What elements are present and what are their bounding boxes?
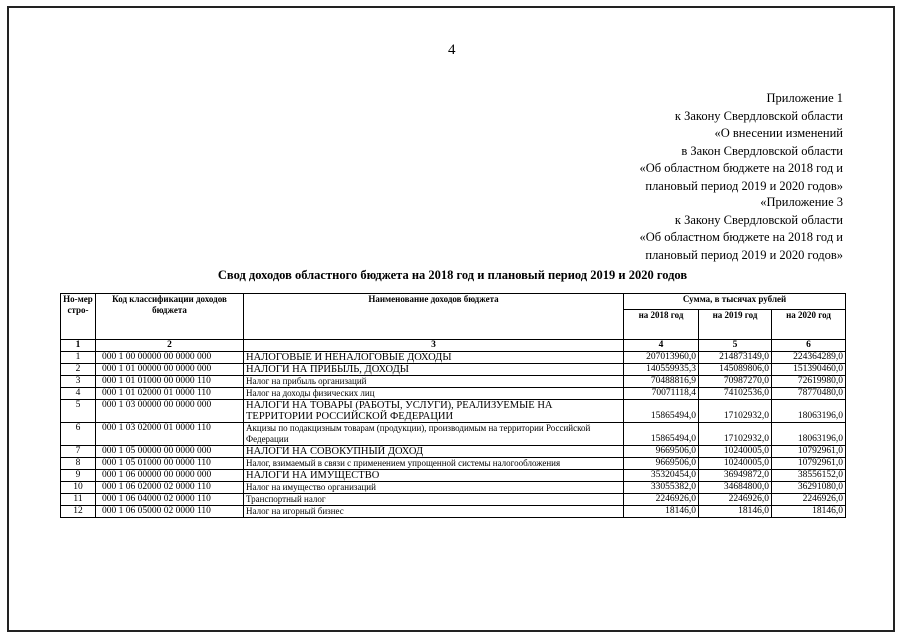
table-row (61, 376, 846, 388)
appendix-line: плановый период 2019 и 2020 годов» (645, 247, 843, 262)
header-2019: на 2019 год (699, 310, 772, 340)
amount-2018: 70488816,9 (624, 376, 699, 388)
amount-2020: 72619980,0 (772, 376, 846, 388)
appendix-1-block (639, 90, 843, 196)
row-number: 3 (61, 376, 96, 388)
table-row (61, 470, 846, 482)
column-number: 1 (61, 340, 96, 352)
page-number: 4 (448, 42, 456, 58)
amount-2020: 151390460,0 (772, 364, 846, 376)
appendix-line: «О внесении изменений (714, 126, 843, 141)
appendix-line: плановый период 2019 и 2020 годов» (645, 178, 843, 193)
amount-2018: 9669506,0 (624, 458, 699, 470)
classification-code: 000 1 00 00000 00 0000 000 (96, 352, 244, 364)
appendix-line: «Приложение 3 (760, 195, 843, 209)
classification-code: 000 1 05 01000 00 0000 110 (96, 458, 244, 470)
revenue-name: Транспортный налог (244, 494, 624, 506)
amount-2020: 38556152,0 (772, 470, 846, 482)
header-2020: на 2020 год (772, 310, 846, 340)
column-number: 5 (699, 340, 772, 352)
table-row (61, 400, 846, 423)
revenue-name: Налог на прибыль организаций (244, 376, 624, 388)
revenue-name: Налог на доходы физических лиц (244, 388, 624, 400)
classification-code: 000 1 01 00000 00 0000 000 (96, 364, 244, 376)
amount-2020: 2246926,0 (772, 494, 846, 506)
appendix-line: Приложение 1 (766, 91, 843, 105)
classification-code: 000 1 03 02000 01 0000 110 (96, 423, 244, 446)
table-title: Свод доходов областного бюджета на 2018 год и плановый период 2019 и 2020 годов (217, 268, 688, 282)
table-row (61, 506, 846, 518)
amount-2020: 224364289,0 (772, 352, 846, 364)
row-number: 5 (61, 400, 96, 423)
table-row (61, 364, 846, 376)
header-name: Наименование доходов бюджета (244, 294, 624, 340)
header-code: Код классификации доходов бюджета (96, 294, 244, 340)
revenue-name: НАЛОГИ НА ИМУЩЕСТВО (244, 470, 624, 482)
budget-revenue-table (60, 293, 846, 518)
amount-2019: 36949872,0 (699, 470, 772, 482)
amount-2018: 207013960,0 (624, 352, 699, 364)
revenue-name: Налог на игорный бизнес (244, 506, 624, 518)
revenue-name: НАЛОГИ НА СОВОКУПНЫЙ ДОХОД (244, 446, 624, 458)
row-number: 9 (61, 470, 96, 482)
classification-code: 000 1 06 04000 02 0000 110 (96, 494, 244, 506)
amount-2018: 2246926,0 (624, 494, 699, 506)
amount-2018: 70071118,4 (624, 388, 699, 400)
revenue-name: НАЛОГОВЫЕ И НЕНАЛОГОВЫЕ ДОХОДЫ (244, 352, 624, 364)
appendix-line: в Закон Свердловской области (681, 143, 843, 158)
revenue-name: Акцизы по подакцизным товарам (продукции), производимым на территории Российской Федерации (244, 423, 624, 446)
amount-2020: 10792961,0 (772, 446, 846, 458)
row-number: 10 (61, 482, 96, 494)
revenue-name: НАЛОГИ НА ПРИБЫЛЬ, ДОХОДЫ (244, 364, 624, 376)
row-number: 4 (61, 388, 96, 400)
table-row (61, 446, 846, 458)
amount-2018: 33055382,0 (624, 482, 699, 494)
classification-code: 000 1 01 02000 01 0000 110 (96, 388, 244, 400)
amount-2018: 18146,0 (624, 506, 699, 518)
classification-code: 000 1 03 00000 00 0000 000 (96, 400, 244, 423)
revenue-name: Налог на имущество организаций (244, 482, 624, 494)
column-number: 6 (772, 340, 846, 352)
amount-2019: 18146,0 (699, 506, 772, 518)
row-number: 1 (61, 352, 96, 364)
amount-2020: 78770480,0 (772, 388, 846, 400)
amount-2020: 36291080,0 (772, 482, 846, 494)
amount-2020: 10792961,0 (772, 458, 846, 470)
amount-2019: 74102536,0 (699, 388, 772, 400)
table-row (61, 388, 846, 400)
appendix-line: к Закону Свердловской области (674, 108, 843, 123)
row-number: 11 (61, 494, 96, 506)
header-row-number: Но-мер стро- (61, 294, 96, 340)
row-number: 12 (61, 506, 96, 518)
header-sum: Сумма, в тысячах рублей (624, 294, 846, 310)
appendix-line: «Об областном бюджете на 2018 год и (639, 230, 843, 245)
column-number: 4 (624, 340, 699, 352)
row-number: 7 (61, 446, 96, 458)
amount-2019: 10240005,0 (699, 458, 772, 470)
table-row (61, 458, 846, 470)
amount-2020: 18063196,0 (772, 423, 846, 446)
amount-2020: 18146,0 (772, 506, 846, 518)
classification-code: 000 1 05 00000 00 0000 000 (96, 446, 244, 458)
revenue-name: НАЛОГИ НА ТОВАРЫ (РАБОТЫ, УСЛУГИ), РЕАЛИЗУЕМЫЕ НА ТЕРРИТОРИИ РОССИЙСКОЙ ФЕДЕРАЦИИ (244, 400, 624, 423)
amount-2018: 9669506,0 (624, 446, 699, 458)
table-row (61, 423, 846, 446)
amount-2019: 145089806,0 (699, 364, 772, 376)
amount-2019: 10240005,0 (699, 446, 772, 458)
classification-code: 000 1 06 05000 02 0000 110 (96, 506, 244, 518)
amount-2019: 214873149,0 (699, 352, 772, 364)
row-number: 6 (61, 423, 96, 446)
table-row (61, 352, 846, 364)
classification-code: 000 1 01 01000 00 0000 110 (96, 376, 244, 388)
appendix-line: «Об областном бюджете на 2018 год и (639, 161, 843, 176)
classification-code: 000 1 06 02000 02 0000 110 (96, 482, 244, 494)
appendix-line: к Закону Свердловской области (674, 212, 843, 227)
amount-2018: 140559935,3 (624, 364, 699, 376)
header-2018: на 2018 год (624, 310, 699, 340)
revenue-name: Налог, взимаемый в связи с применением упрощенной системы налогообложения (244, 458, 624, 470)
amount-2018: 15865494,0 (624, 423, 699, 446)
amount-2019: 2246926,0 (699, 494, 772, 506)
appendix-3-block (639, 194, 843, 264)
table-row (61, 494, 846, 506)
amount-2018: 35320454,0 (624, 470, 699, 482)
amount-2019: 17102932,0 (699, 400, 772, 423)
amount-2019: 70987270,0 (699, 376, 772, 388)
amount-2020: 18063196,0 (772, 400, 846, 423)
amount-2018: 15865494,0 (624, 400, 699, 423)
column-number: 2 (96, 340, 244, 352)
table-row (61, 482, 846, 494)
row-number: 2 (61, 364, 96, 376)
column-number: 3 (244, 340, 624, 352)
classification-code: 000 1 06 00000 00 0000 000 (96, 470, 244, 482)
amount-2019: 34684800,0 (699, 482, 772, 494)
row-number: 8 (61, 458, 96, 470)
amount-2019: 17102932,0 (699, 423, 772, 446)
